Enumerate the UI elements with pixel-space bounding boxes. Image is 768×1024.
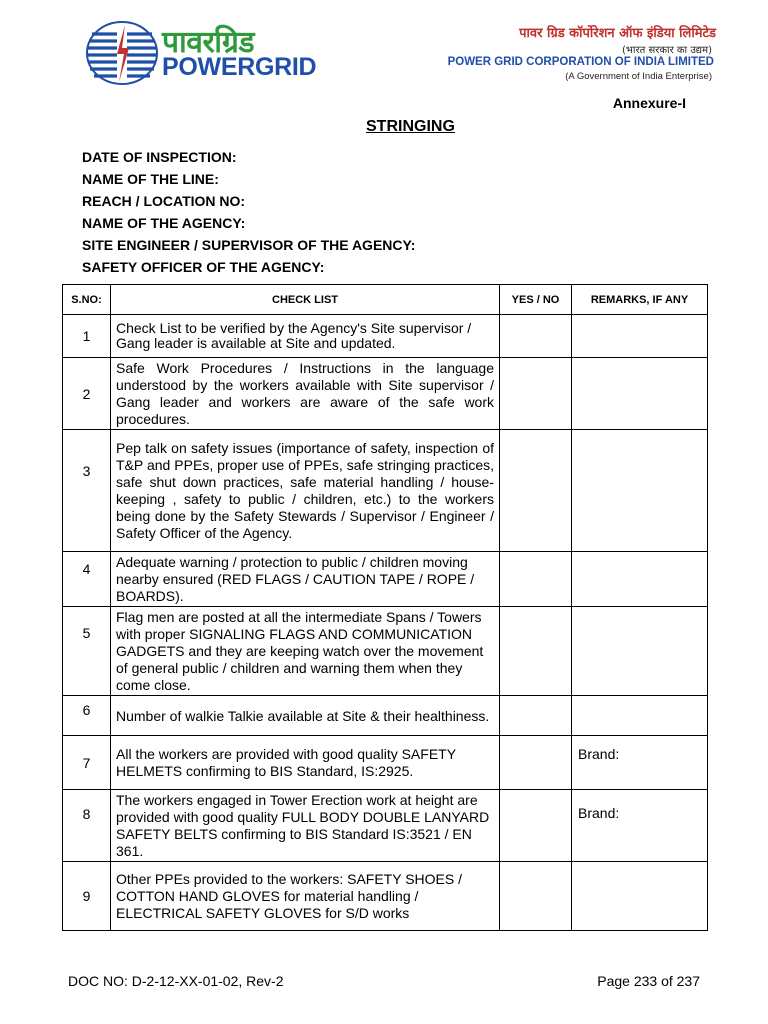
column-header-check-list: CHECK LIST [111, 285, 500, 315]
date-of-inspection-field: DATE OF INSPECTION: [82, 149, 237, 165]
column-header-yes-no: YES / NO [500, 285, 572, 315]
row-remarks-cell[interactable] [572, 862, 708, 931]
row-sno: 6 [63, 696, 111, 736]
page-title: STRINGING [366, 118, 455, 135]
row-yes-no-cell[interactable] [500, 430, 572, 552]
reach-location-field: REACH / LOCATION NO: [82, 193, 246, 209]
annexure-label: Annexure-I [612, 95, 686, 111]
document-number: DOC NO: D-2-12-XX-01-02, Rev-2 [68, 973, 284, 989]
row-sno: 3 [63, 430, 111, 552]
row-yes-no-cell[interactable] [500, 315, 572, 358]
table-row [63, 315, 708, 358]
corporation-subtitle-english: (A Government of India Enterprise) [565, 71, 712, 82]
logo-english-text: POWERGRID [162, 53, 317, 81]
row-check-item: Flag men are posted at all the intermediate Spans / Towers with proper SIGNALING FLAGS AND COMMUNICATION GADGETS and they are keeping watch over the movement of general public / children and warning them when they come close. [111, 607, 500, 696]
row-check-item: Safe Work Procedures / Instructions in the language understood by the workers available with Site supervisor / Gang leader and workers are aware of the safe work procedures. [111, 358, 500, 430]
row-check-item: Check List to be verified by the Agency's Site supervisor / Gang leader is available at Site and updated. [111, 315, 500, 358]
table-row [63, 430, 708, 552]
row-sno: 1 [63, 315, 111, 358]
row-remarks-cell[interactable] [572, 696, 708, 736]
table-row [63, 607, 708, 696]
page-number: Page 233 of 237 [597, 973, 700, 989]
row-sno: 9 [63, 862, 111, 931]
row-remarks-cell[interactable]: Brand: [572, 736, 708, 790]
table-row [63, 696, 708, 736]
row-remarks-cell[interactable] [572, 552, 708, 607]
table-row [63, 790, 708, 862]
row-check-item: All the workers are provided with good quality SAFETY HELMETS confirming to BIS Standard, IS:2925. [111, 736, 500, 790]
table-row [63, 736, 708, 790]
row-yes-no-cell[interactable] [500, 790, 572, 862]
row-yes-no-cell[interactable] [500, 736, 572, 790]
table-row [63, 862, 708, 931]
row-check-item: Number of walkie Talkie available at Site & their healthiness. [111, 696, 500, 736]
row-yes-no-cell[interactable] [500, 862, 572, 931]
corporation-subtitle-hindi: (भारत सरकार का उद्यम) [622, 45, 712, 56]
corporation-name-english: POWER GRID CORPORATION OF INDIA LIMITED [447, 56, 714, 68]
column-header-sno: S.NO: [63, 285, 111, 315]
row-check-item: Adequate warning / protection to public / children moving nearby ensured (RED FLAGS / CAUTION TAPE / ROPE / BOARDS). [111, 552, 500, 607]
row-yes-no-cell[interactable] [500, 696, 572, 736]
site-engineer-field: SITE ENGINEER / SUPERVISOR OF THE AGENCY: [82, 237, 416, 253]
row-remarks-cell[interactable]: Brand: [572, 790, 708, 862]
checklist-table [62, 284, 708, 931]
table-row [63, 358, 708, 430]
column-header-remarks: REMARKS, IF ANY [572, 285, 708, 315]
table-header-row [63, 285, 708, 315]
row-remarks-cell[interactable] [572, 358, 708, 430]
row-remarks-cell[interactable] [572, 607, 708, 696]
name-of-agency-field: NAME OF THE AGENCY: [82, 215, 246, 231]
name-of-line-field: NAME OF THE LINE: [82, 171, 219, 187]
corporation-name-hindi: पावर ग्रिड कॉर्पोरेशन ऑफ इंडिया लिमिटेड [519, 26, 716, 41]
row-sno: 5 [63, 607, 111, 696]
row-yes-no-cell[interactable] [500, 607, 572, 696]
row-remarks-cell[interactable] [572, 315, 708, 358]
safety-officer-field: SAFETY OFFICER OF THE AGENCY: [82, 259, 325, 275]
row-yes-no-cell[interactable] [500, 358, 572, 430]
row-check-item: Other PPEs provided to the workers: SAFETY SHOES / COTTON HAND GLOVES for material handling / ELECTRICAL SAFETY GLOVES for S/D works [111, 862, 500, 931]
row-check-item: Pep talk on safety issues (importance of safety, inspection of T&P and PPEs, proper use of PPEs, safe stringing practices, safe shut down practices, safe material handling / house-keeping , safety to public / children, etc.) to the workers being done by the Safety Stewards / Supervisor / Engineer / Safety Officer of the Agency. [111, 430, 500, 552]
row-check-item: The workers engaged in Tower Erection work at height are provided with good quality FULL BODY DOUBLE LANYARD SAFETY BELTS confirming to BIS Standard IS:3521 / EN 361. [111, 790, 500, 862]
row-sno: 4 [63, 552, 111, 607]
row-remarks-cell[interactable] [572, 430, 708, 552]
row-sno: 8 [63, 790, 111, 862]
row-sno: 2 [63, 358, 111, 430]
row-yes-no-cell[interactable] [500, 552, 572, 607]
row-sno: 7 [63, 736, 111, 790]
table-row [63, 552, 708, 607]
logo-hindi-text: पावरग्रिड [162, 25, 254, 60]
inspection-fields [82, 148, 415, 280]
